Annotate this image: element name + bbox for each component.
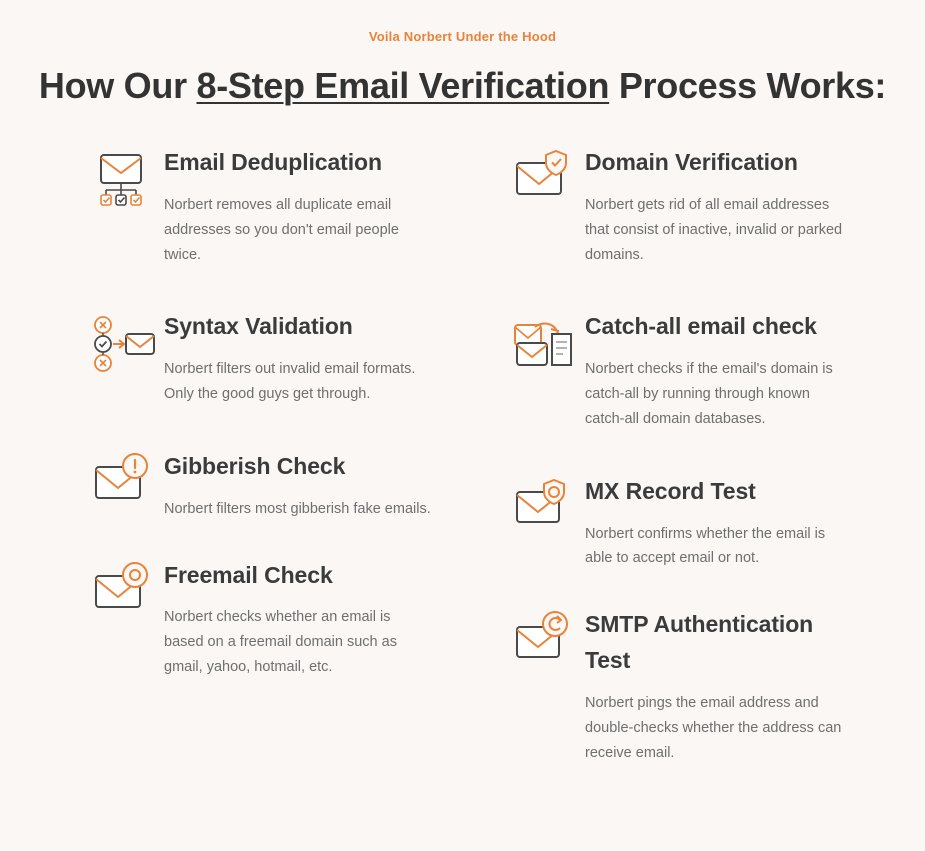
step-title: Gibberish Check bbox=[164, 452, 346, 479]
step-item bbox=[92, 449, 432, 522]
step-description: Norbert filters most gibberish fake emails. bbox=[164, 500, 431, 517]
domain-verification-icon bbox=[513, 145, 585, 205]
step-body bbox=[164, 558, 432, 680]
step-body bbox=[585, 474, 844, 572]
step-description: Norbert checks if the email's domain is catch-all by running through known catch-all domain databases. bbox=[585, 361, 833, 427]
freemail-check-icon bbox=[92, 558, 164, 618]
step-item bbox=[92, 145, 432, 267]
step-item bbox=[513, 309, 844, 431]
step-title: MX Record Test bbox=[585, 477, 756, 504]
page-title-part1: How Our bbox=[38, 65, 197, 106]
step-description: Norbert gets rid of all email addresses that consist of inactive, invalid or parked domains. bbox=[585, 196, 843, 263]
step-item bbox=[513, 474, 844, 572]
mx-record-test-icon bbox=[513, 474, 585, 534]
steps-columns bbox=[0, 145, 925, 796]
step-description: Norbert removes all duplicate email addresses so you don't email people twice. bbox=[164, 196, 399, 263]
step-body bbox=[164, 309, 432, 407]
page-title-part2: Process Works: bbox=[609, 65, 887, 106]
step-body bbox=[585, 145, 844, 267]
step-item bbox=[513, 607, 844, 765]
step-body bbox=[164, 145, 432, 267]
page-title-highlight: 8-Step Email Verification bbox=[196, 65, 610, 106]
step-description: Norbert filters out invalid email formats. Only the good guys get through. bbox=[164, 361, 416, 403]
steps-column-left bbox=[0, 145, 462, 796]
step-title: SMTP Authentication Test bbox=[585, 611, 814, 674]
step-item bbox=[92, 309, 432, 407]
catch-all-email-check-icon bbox=[513, 309, 585, 373]
step-title: Domain Verification bbox=[585, 149, 798, 175]
eyebrow-text: Voila Norbert Under the Hood bbox=[368, 29, 557, 44]
steps-column-right bbox=[462, 145, 924, 796]
step-title: Catch-all email check bbox=[585, 313, 817, 340]
step-description: Norbert checks whether an email is based on a freemail domain such as gmail, yahoo, hotmail, etc. bbox=[164, 609, 397, 676]
gibberish-check-icon bbox=[92, 449, 164, 509]
step-body bbox=[585, 607, 844, 765]
step-body bbox=[585, 309, 844, 431]
step-description: Norbert pings the email address and double-checks whether the address can receive email. bbox=[585, 694, 842, 761]
step-title: Freemail Check bbox=[164, 561, 333, 588]
smtp-authentication-test-icon bbox=[513, 607, 585, 667]
syntax-validation-icon bbox=[92, 309, 164, 375]
email-deduplication-icon bbox=[92, 145, 164, 211]
page-title bbox=[0, 65, 925, 107]
step-body bbox=[164, 449, 432, 522]
step-item bbox=[513, 145, 844, 267]
step-description: Norbert confirms whether the email is able to accept email or not. bbox=[585, 525, 826, 567]
step-item bbox=[92, 558, 432, 680]
step-title: Email Deduplication bbox=[164, 149, 382, 175]
step-title: Syntax Validation bbox=[164, 313, 353, 340]
